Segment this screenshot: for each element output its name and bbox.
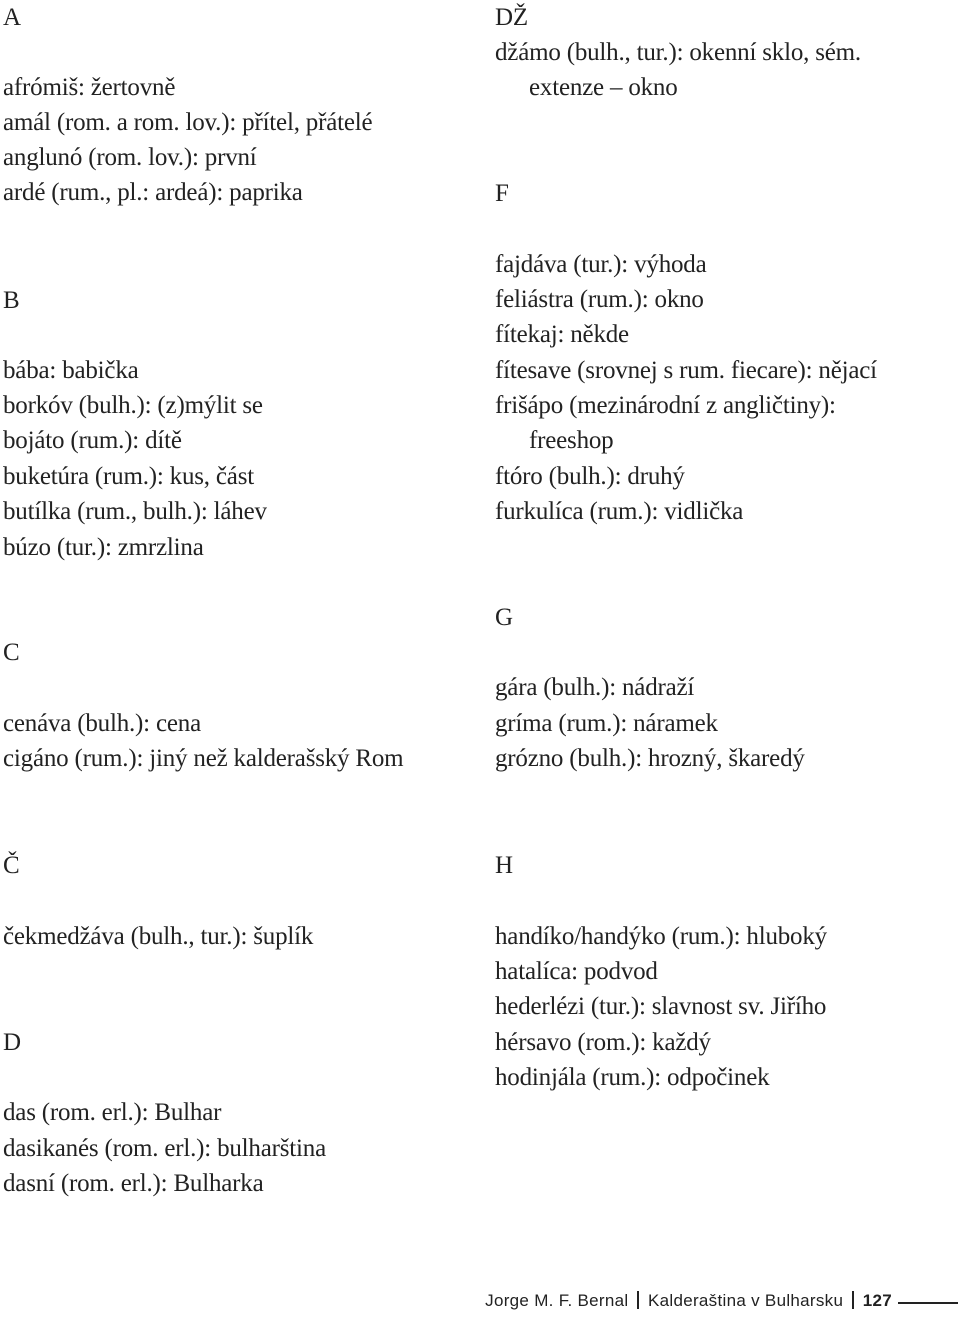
- entry-afromis: afrómiš: žertovně: [3, 74, 176, 101]
- entry-ftoro: ftóro (bulh.): druhý: [495, 463, 685, 490]
- entry-fitesave: fítesave (srovnej s rum. fiecare): nějací: [495, 357, 877, 384]
- entry-frisapo-continuation: freeshop: [529, 427, 614, 454]
- footer-rule: [898, 1302, 958, 1304]
- entry-amal: amál (rom. a rom. lov.): přítel, přátelé: [3, 109, 373, 136]
- footer-author: Jorge M. F. Bernal: [485, 1291, 629, 1310]
- entry-grozno: grózno (bulh.): hrozný, škaredý: [495, 745, 805, 772]
- page-number: 127: [862, 1291, 892, 1310]
- entry-dzamo: džámo (bulh., tur.): okenní sklo, sém.: [495, 39, 861, 66]
- section-letter-h: H: [495, 852, 513, 879]
- entry-cekmedzava: čekmedžáva (bulh., tur.): šuplík: [3, 923, 314, 950]
- footer-text: [485, 1289, 892, 1313]
- entry-frisapo: frišápo (mezinárodní z angličtiny):: [495, 392, 836, 419]
- entry-buketura: buketúra (rum.): kus, část: [3, 463, 254, 490]
- entry-feliastra: feliástra (rum.): okno: [495, 286, 704, 313]
- entry-butilka: butílka (rum., bulh.): láhev: [3, 498, 267, 525]
- entry-gara: gára (bulh.): nádraží: [495, 674, 695, 701]
- entry-cigano: cigáno (rum.): jiný než kalderašský Rom: [3, 745, 404, 772]
- footer-separator: [852, 1291, 854, 1309]
- entry-grima: gríma (rum.): náramek: [495, 710, 718, 737]
- entry-baba: bába: babička: [3, 357, 139, 384]
- section-letter-a: A: [3, 4, 21, 31]
- entry-hersavo: hérsavo (rom.): každý: [495, 1029, 711, 1056]
- entry-dasikanes: dasikanés (rom. erl.): bulharština: [3, 1135, 326, 1162]
- section-letter-b: B: [3, 287, 20, 314]
- entry-fitekaj: fítekaj: někde: [495, 321, 629, 348]
- entry-hederlezi: hederlézi (tur.): slavnost sv. Jiřího: [495, 993, 827, 1020]
- entry-handiko: handíko/handýko (rum.): hluboký: [495, 923, 827, 950]
- section-letter-g: G: [495, 604, 513, 631]
- section-letter-c: C: [3, 639, 20, 666]
- entry-angluno: anglunó (rom. lov.): první: [3, 144, 257, 171]
- entry-arde: ardé (rum., pl.: ardeá): paprika: [3, 179, 303, 206]
- page-footer: [0, 1287, 960, 1319]
- entry-hatalica: hatalíca: podvod: [495, 958, 658, 985]
- entry-fajdava: fajdáva (tur.): výhoda: [495, 251, 707, 278]
- entry-borkov: borkóv (bulh.): (z)mýlit se: [3, 392, 263, 419]
- section-letter-dz-caron: DŽ: [495, 4, 528, 31]
- section-letter-c-caron: Č: [3, 852, 20, 879]
- footer-title: Kalderaština v Bulharsku: [647, 1291, 844, 1310]
- entry-dasni: dasní (rom. erl.): Bulharka: [3, 1170, 264, 1197]
- section-letter-d: D: [3, 1029, 21, 1056]
- entry-furkulica: furkulíca (rum.): vidlička: [495, 498, 744, 525]
- entry-bojato: bojáto (rum.): dítě: [3, 427, 182, 454]
- entry-hodinjala: hodinjála (rum.): odpočinek: [495, 1064, 770, 1091]
- section-letter-f: F: [495, 180, 509, 207]
- entry-buzo: búzo (tur.): zmrzlina: [3, 534, 204, 561]
- entry-cenava: cenáva (bulh.): cena: [3, 710, 201, 737]
- footer-separator: [637, 1291, 639, 1309]
- entry-das: das (rom. erl.): Bulhar: [3, 1099, 222, 1126]
- entry-dzamo-continuation: extenze – okno: [529, 74, 678, 101]
